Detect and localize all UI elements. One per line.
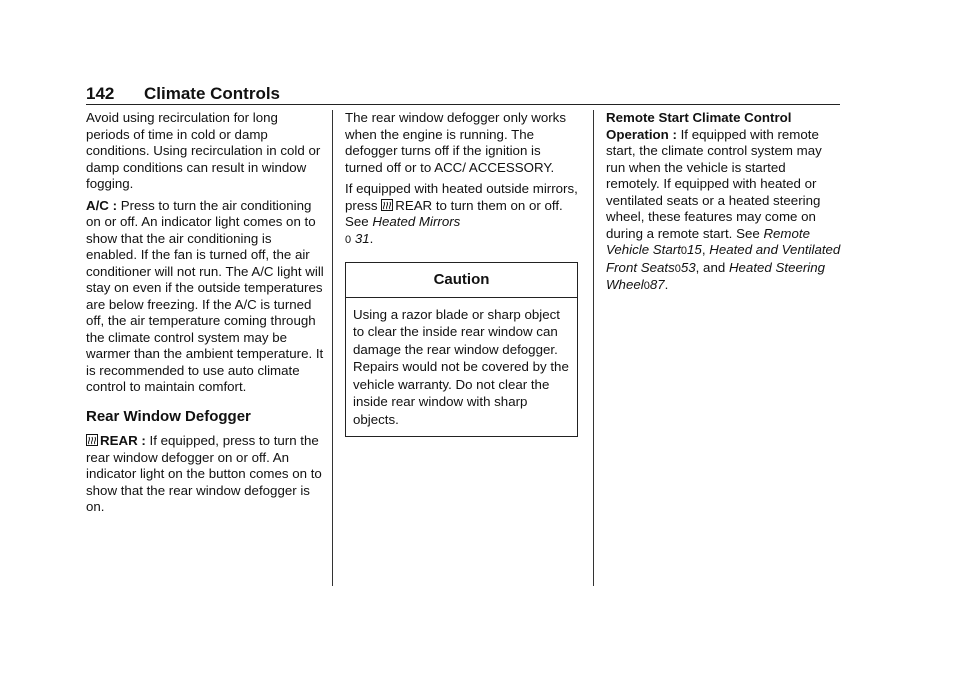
page-ref-arrow-icon: 0 — [680, 245, 688, 257]
rear-text: If equipped, press to turn the rear window defogger on or off. An indicator light on the button comes on to show that the rear window defogger is on. — [86, 433, 322, 514]
heated-steering-wheel-page[interactable]: 87 — [649, 277, 665, 292]
column-1 — [86, 110, 324, 521]
remote-start-label: Remote Start Climate Control Operation : — [606, 110, 792, 142]
column-divider-2 — [593, 110, 594, 586]
ac-paragraph — [86, 198, 324, 396]
column-divider-1 — [332, 110, 333, 586]
rear-defogger-heading: Rear Window Defogger — [86, 407, 251, 425]
remote-vehicle-start-link[interactable]: Remote Vehicle Start — [606, 225, 810, 257]
recirculation-paragraph: Avoid using recirculation for long periods of time in cold or damp conditions. Using recirculation in cold or damp conditions can result in window fogging. — [86, 110, 321, 191]
mirrors-end: . — [369, 230, 374, 246]
heated-steering-wheel-link[interactable]: Heated Steering Wheel — [606, 259, 826, 292]
page-number: 142 — [86, 84, 115, 103]
heated-ventilated-seats-link[interactable]: Heated and Ventilated Front Seats — [606, 242, 841, 275]
page-ref-arrow-icon: 0 — [345, 233, 352, 246]
heated-mirrors-link[interactable]: Heated Mirrors — [372, 214, 461, 229]
rear-defogger-icon — [86, 434, 98, 446]
rear-defogger-icon — [381, 199, 393, 211]
mirrors-text-b: REAR to turn them on or off. See — [345, 197, 563, 229]
sep-2: , and — [695, 259, 729, 275]
sep-1: , — [701, 242, 710, 257]
ac-text: Press to turn the air conditioning on or off. An indicator light comes on to show that the air conditioning is enabled. If the fan is turned off, the air conditioner will not run. The A/C light will stay on even if the outside temperatures are below freezing. If the A/C is turned off, the air temperature coming through the climate control system may be warmer than the ambient temperature. It is recommended to use auto climate control to maintain comfort. — [86, 197, 324, 394]
remote-start-paragraph — [606, 110, 842, 295]
defogger-engine-paragraph: The rear window defogger only works when the engine is running. The defogger turns off if the ignition is turned off or to ACC/ ACCESSORY. — [345, 110, 566, 175]
page-ref-arrow-icon: 0 — [643, 280, 650, 292]
caution-text: Using a razor blade or sharp object to clear the inside rear window can damage the rear window defogger. Repairs would not be covered by the vehicle warranty. Do not clear the inside rear window with sharp objects. — [353, 306, 569, 427]
ac-label: A/C : — [86, 197, 118, 213]
mirrors-text-a: If equipped with heated outside mirrors, press — [345, 181, 578, 213]
remote-end: . — [664, 277, 669, 292]
remote-vehicle-start-page[interactable]: 15 — [687, 242, 702, 257]
heated-mirrors-page[interactable]: 31 — [354, 230, 370, 246]
page-ref-arrow-icon: 0 — [674, 262, 681, 275]
column-2 — [345, 110, 581, 437]
heated-mirrors-paragraph — [345, 181, 581, 248]
caution-title: Caution — [346, 263, 577, 298]
column-3 — [606, 110, 842, 300]
caution-box — [345, 262, 578, 437]
heated-ventilated-seats-page[interactable]: 53 — [680, 259, 696, 275]
remote-start-text: If equipped with remote start, the climate control system may run when the vehicle is started remotely. If equipped with heated or ventilated seats or a heated steering wheel, these features may come on during a remote start. See — [606, 126, 822, 241]
page-header — [86, 82, 840, 105]
rear-label: REAR : — [100, 433, 146, 448]
rear-paragraph — [86, 433, 324, 516]
section-title: Climate Controls — [144, 84, 281, 103]
